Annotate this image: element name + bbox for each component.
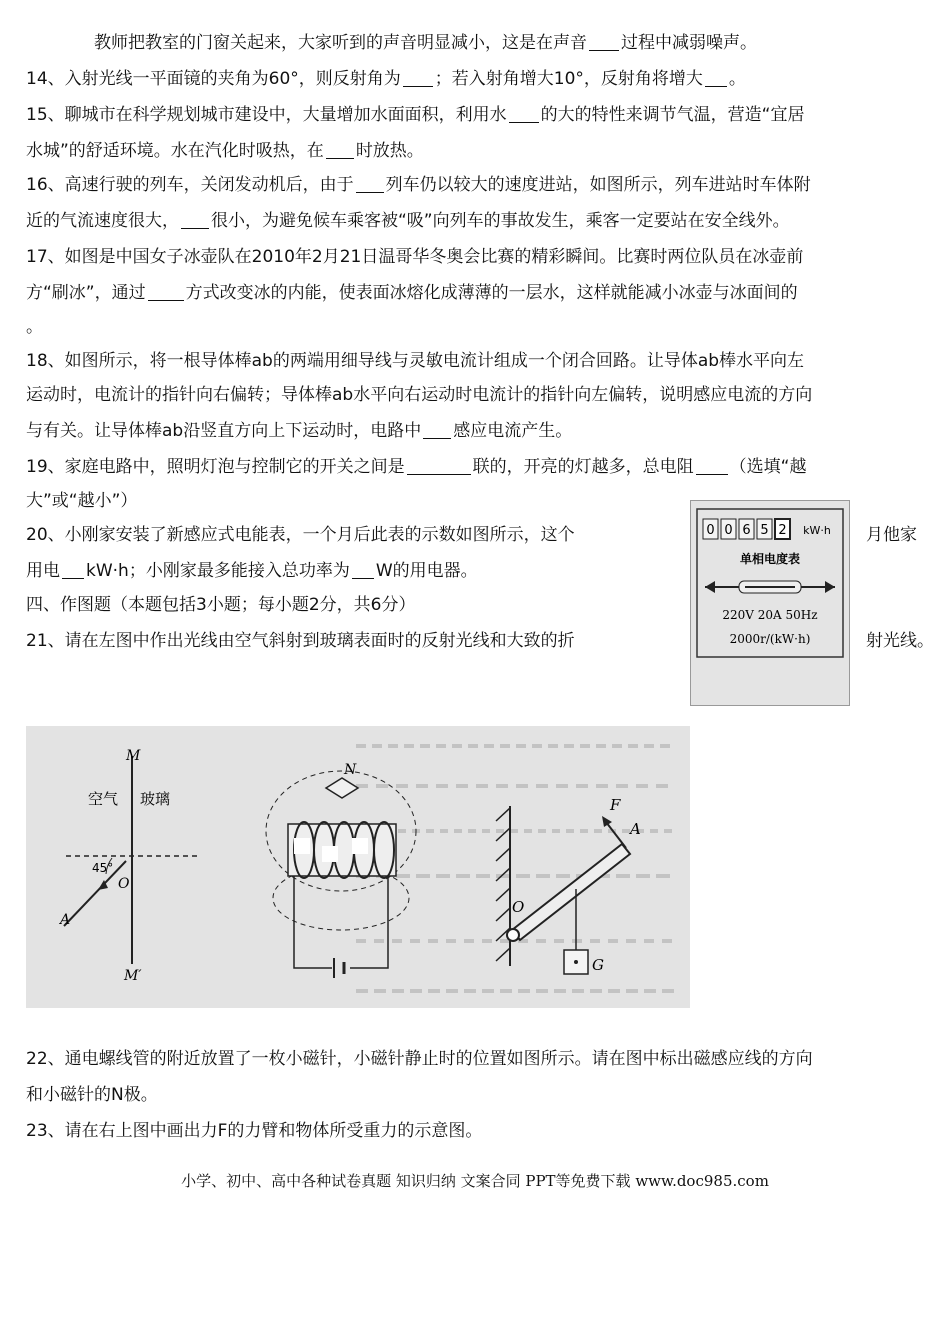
q21-line-a: 21、请在左图中作出光线由空气斜射到玻璃表面时的反射光线和大致的折 — [26, 631, 575, 651]
answer-blank[interactable] — [509, 105, 539, 123]
section-4-heading: 四、作图题（本题包括3小题；每小题2分，共6分） — [26, 595, 416, 615]
label-G: G — [592, 956, 604, 974]
figure-drawing — [26, 726, 690, 1008]
q20-line-1a: 20、小刚家安装了新感应式电能表，一个月后此表的示数如图所示，这个 — [26, 525, 575, 545]
meter-digit: 0 — [724, 523, 733, 538]
q20-line-2: 用电 kW·h；小刚家最多能接入总功率为 W的用电器。 — [26, 561, 478, 581]
solenoid-diagram — [266, 771, 416, 978]
q14-line: 14、入射光线一平面镜的夹角为60°，则反射角为 ；若入射角增大10°，反射角将增大 。 — [26, 69, 746, 89]
q19-line-1: 19、家庭电路中，照明灯泡与控制它的开关之间是 联的，开亮的灯越多，总电阻 （选填“越 — [26, 457, 807, 477]
meter-digit: 5 — [760, 523, 769, 538]
q17-line-3: 。 — [26, 317, 43, 337]
label-angle: 45° — [92, 861, 114, 875]
label-A-lever: A — [630, 820, 641, 838]
q15-line-2: 水城”的舒适环境。水在汽化时吸热，在 时放热。 — [26, 141, 424, 161]
meter-rotor-arrow — [705, 581, 835, 593]
answer-blank[interactable] — [403, 69, 433, 87]
q16-line-1: 16、高速行驶的列车，关闭发动机后，由于 列车仍以较大的速度进站，如图所示，列车进站时车体附 — [26, 175, 811, 195]
q18-line-3: 与有关。让导体棒ab沿竖直方向上下运动时，电路中 感应电流产生。 — [26, 421, 573, 441]
answer-blank[interactable] — [589, 33, 619, 51]
q18-line-1: 18、如图所示，将一根导体棒ab的两端用细导线与灵敏电流计组成一个闭合回路。让导体ab棒水平向左 — [26, 351, 805, 371]
label-air: 空气 — [88, 790, 119, 808]
q16-line-2: 近的气流速度很大， 很小，为避免候车乘客被“吸”向列车的事故发生，乘客一定要站在安全线外。 — [26, 211, 790, 231]
q19-line-2: 大”或“越小”） — [26, 491, 138, 511]
answer-blank[interactable] — [181, 211, 209, 229]
meter-digit-last: 2 — [778, 523, 787, 538]
label-N: N — [344, 762, 357, 778]
q22-line-1: 22、通电螺线管的附近放置了一枚小磁针，小磁针静止时的位置如图所示。请在图中标出磁感应线的方向 — [26, 1049, 813, 1069]
answer-blank[interactable] — [326, 141, 354, 159]
q17-line-2: 方“刷冰”，通过 方式改变冰的内能，使表面冰熔化成薄薄的一层水，这样就能减小冰壶与冰面间的 — [26, 283, 798, 303]
drawing-figure — [26, 726, 690, 1008]
bleed-through-texture — [356, 746, 676, 991]
label-O-pivot: O — [512, 898, 525, 916]
electric-meter-drawing — [691, 501, 849, 705]
electric-meter-image — [690, 500, 850, 706]
answer-blank[interactable] — [705, 69, 727, 87]
label-O: O — [118, 876, 130, 892]
answer-blank[interactable] — [62, 561, 84, 579]
q23-line: 23、请在右上图中画出力F的力臂和物体所受重力的示意图。 — [26, 1121, 483, 1141]
q21-line-b: 射光线。 — [866, 631, 934, 651]
meter-revolutions: 2000r/(kW·h) — [729, 632, 811, 646]
label-F: F — [610, 796, 621, 814]
answer-blank[interactable] — [148, 283, 184, 301]
q20-line-1b: 月他家 — [866, 525, 917, 545]
light-diagram — [64, 756, 201, 964]
meter-digit: 0 — [706, 523, 715, 538]
answer-blank[interactable] — [423, 421, 451, 439]
meter-spec: 220V 20A 50Hz — [722, 608, 818, 622]
q17-line-1: 17、如图是中国女子冰壶队在2010年2月21日温哥华冬奥会比赛的精彩瞬间。比赛时两位队员在冰壶前 — [26, 247, 804, 267]
answer-blank[interactable] — [407, 457, 471, 475]
q18-line-2: 运动时，电流计的指针向右偏转；导体棒ab水平向右运动时电流计的指针向左偏转，说明感应电流的方向 — [26, 385, 813, 405]
answer-blank[interactable] — [352, 561, 374, 579]
footer-text: 小学、初中、高中各种试卷真题 知识归纳 文案合同 PPT等免费下载 www.doc985.com — [181, 1172, 769, 1190]
meter-unit: kW·h — [803, 524, 831, 537]
label-M: M — [126, 748, 141, 764]
q22-line-2: 和小磁针的N极。 — [26, 1085, 158, 1105]
label-glass: 玻璃 — [140, 790, 171, 808]
answer-blank[interactable] — [356, 175, 384, 193]
q13-line: 教师把教室的门窗关起来，大家听到的声音明显减小，这是在声音 过程中减弱噪声。 — [94, 33, 757, 53]
meter-title: 单相电度表 — [739, 552, 801, 566]
label-A: A — [60, 912, 71, 928]
meter-digit: 6 — [742, 523, 751, 538]
q15-line-1: 15、聊城市在科学规划城市建设中，大量增加水面面积，利用水 的大的特性来调节气温，营造“宜居 — [26, 105, 805, 125]
label-M-prime: M′ — [124, 968, 142, 984]
answer-blank[interactable] — [696, 457, 728, 475]
